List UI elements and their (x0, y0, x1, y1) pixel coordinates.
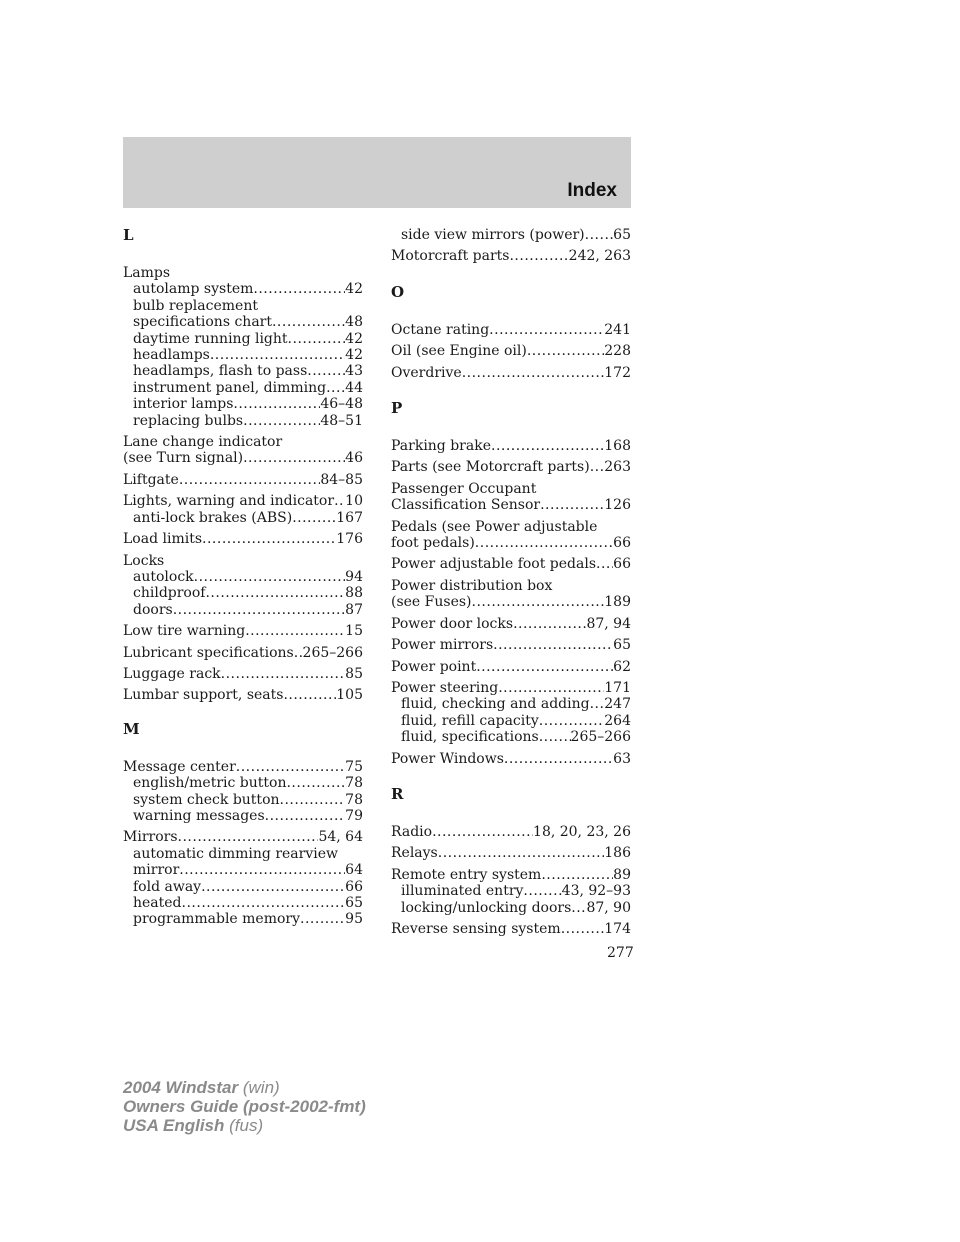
index-entry-line (123, 759, 363, 775)
index-subentry-line (123, 879, 363, 895)
entry-text: fold away (133, 878, 202, 895)
index-entry (391, 824, 631, 840)
index-entry (123, 645, 363, 661)
entry-page-ref: 79 (345, 807, 363, 824)
entry-page-ref: 87, 90 (586, 899, 631, 916)
index-column-left (123, 227, 363, 933)
section-gap (123, 709, 363, 721)
entry-page-ref: 126 (604, 497, 631, 514)
index-subentry-line (123, 396, 363, 412)
index-entry-line (391, 867, 631, 883)
entry-page-ref: 265–266 (570, 729, 631, 746)
entry-text: mirror (133, 862, 180, 879)
entry-page-ref: 63 (613, 750, 631, 767)
entry-page-ref: 65 (345, 895, 363, 911)
index-entry-line (391, 659, 631, 675)
index-subentry-line (123, 347, 363, 363)
entry-text: system check button (133, 791, 280, 808)
index-entry (123, 666, 363, 682)
dot-leader (475, 535, 613, 551)
dot-leader (283, 687, 336, 703)
index-entry (391, 751, 631, 767)
index-entry-line (391, 459, 631, 475)
dot-leader (179, 472, 321, 488)
entry-page-ref: 66 (345, 878, 363, 895)
index-entry-line (391, 438, 631, 454)
index-subentry-line (391, 883, 631, 899)
page-number: 277 (607, 945, 634, 961)
index-entry (391, 248, 631, 264)
index-subentry-line (123, 380, 363, 396)
entry-text: programmable memory (133, 911, 301, 928)
index-entry (391, 616, 631, 632)
index-entry-line (391, 824, 631, 840)
entry-text: Reverse sensing system (391, 920, 561, 937)
index-entry-line (123, 645, 363, 661)
dot-leader (571, 900, 586, 916)
index-entry-line (391, 519, 631, 535)
index-subentry-line (123, 569, 363, 585)
entry-page-ref: 167 (336, 509, 363, 526)
entry-page-ref: 228 (604, 343, 631, 360)
index-entry-line (391, 845, 631, 861)
section-gap (391, 386, 631, 398)
entry-text: Power adjustable foot pedals (391, 556, 597, 573)
index-entry (123, 472, 363, 488)
index-subentry-line (391, 696, 631, 712)
index-entry (391, 867, 631, 916)
dot-leader (265, 808, 346, 824)
entry-page-ref: 42 (345, 330, 363, 347)
index-entry-line (391, 578, 631, 594)
dot-leader (245, 623, 345, 639)
index-entry-line (391, 497, 631, 513)
index-entry-line (391, 751, 631, 767)
entry-page-ref: 189 (604, 594, 631, 611)
entry-page-ref: 172 (604, 364, 631, 381)
entry-text: headlamps, flash to pass (133, 363, 308, 380)
entry-text: autolock (133, 568, 194, 585)
dot-leader (541, 867, 613, 883)
entry-text: Low tire warning (123, 623, 246, 640)
entry-text: Oil (see Engine oil) (391, 343, 527, 360)
index-subentry-line (123, 808, 363, 824)
index-subentry-line (123, 602, 363, 618)
entry-text: fluid, specifications (401, 729, 539, 746)
index-entry-line (123, 687, 363, 703)
index-subentry-line (123, 281, 363, 297)
dot-leader (201, 879, 345, 895)
entry-text: english/metric button (133, 775, 287, 792)
entry-page-ref: 264 (604, 712, 631, 729)
entry-text: Pedals (see Power adjustable (391, 518, 598, 535)
index-subentry-line (123, 862, 363, 878)
index-entry-line (391, 322, 631, 338)
index-entry (391, 227, 631, 243)
index-entry-line (123, 553, 363, 569)
index-entry (123, 531, 363, 547)
dot-leader (253, 281, 345, 297)
entry-text: Message center (123, 758, 236, 775)
entry-page-ref: 65 (613, 637, 631, 654)
dot-leader (194, 569, 346, 585)
index-entry (391, 519, 631, 552)
page-title: Index (567, 180, 617, 201)
index-entry (123, 493, 363, 526)
entry-page-ref: 78 (345, 791, 363, 808)
index-entry (391, 637, 631, 653)
index-subentry-line (123, 363, 363, 379)
entry-page-ref: 43 (345, 363, 363, 380)
entry-text: Parts (see Motorcraft parts) (391, 459, 590, 476)
dot-leader (590, 459, 605, 475)
index-subentry-line (123, 413, 363, 429)
index-entry (123, 265, 363, 429)
index-entry (123, 759, 363, 825)
index-subentry-line (123, 314, 363, 330)
index-entry-line (123, 829, 363, 845)
entry-page-ref: 186 (604, 845, 631, 862)
index-entry (391, 459, 631, 475)
entry-text: Remote entry system (391, 866, 542, 883)
entry-page-ref: 46 (345, 450, 363, 467)
dot-leader (539, 713, 605, 729)
index-entry-line (391, 637, 631, 653)
entry-text: Luggage rack (123, 665, 221, 682)
index-subentry-line (391, 713, 631, 729)
dot-leader (489, 322, 604, 338)
entry-text: interior lamps (133, 396, 234, 413)
entry-text: fluid, checking and adding (401, 696, 590, 713)
dot-leader (527, 343, 604, 359)
section-letter: O (391, 282, 405, 301)
dot-leader (561, 921, 605, 937)
entry-text: Overdrive (391, 364, 462, 381)
entry-page-ref: 105 (336, 687, 363, 704)
index-subentry-line (391, 227, 631, 243)
dot-leader (596, 556, 613, 572)
entry-text: specifications chart (133, 314, 272, 331)
dot-leader (438, 845, 605, 861)
entry-page-ref: 168 (604, 438, 631, 455)
dot-leader (286, 775, 345, 791)
index-entry-line (123, 265, 363, 281)
entry-page-ref: 89 (613, 866, 631, 883)
entry-text: anti-lock brakes (ABS) (133, 509, 293, 526)
entry-page-ref: 174 (604, 920, 631, 937)
entry-text: Power door locks (391, 615, 514, 632)
index-entry (123, 623, 363, 639)
entry-text: heated (133, 895, 182, 911)
dot-leader (493, 637, 613, 653)
entry-page-ref: 171 (604, 679, 631, 696)
entry-text: doors (133, 601, 173, 618)
index-entry-line (391, 535, 631, 551)
entry-page-ref: 84–85 (320, 471, 363, 488)
entry-text: warning messages (133, 807, 265, 824)
section-letter: L (123, 226, 134, 244)
dot-leader (179, 862, 345, 878)
entry-page-ref: 87 (345, 601, 363, 618)
entry-text: Power distribution box (391, 577, 553, 594)
entry-page-ref: 75 (345, 758, 363, 775)
entry-page-ref: 87, 94 (586, 615, 631, 632)
entry-text: instrument panel, dimming (133, 379, 327, 396)
dot-leader (509, 248, 568, 264)
index-entry-line (391, 594, 631, 610)
entry-page-ref: 176 (336, 531, 363, 548)
dot-leader (334, 493, 345, 509)
index-entry (123, 553, 363, 619)
footer-line-2: Owners Guide (post-2002-fmt) (123, 1097, 366, 1116)
index-entry-line (391, 481, 631, 497)
entry-text: illuminated entry (401, 883, 524, 900)
index-entry-line (123, 531, 363, 547)
dot-leader (272, 314, 345, 330)
entry-page-ref: 64 (345, 862, 363, 879)
entry-text: fluid, refill capacity (401, 712, 539, 729)
dot-leader (590, 696, 605, 712)
dot-leader (539, 729, 571, 745)
entry-page-ref: 15 (345, 623, 363, 640)
dot-leader (221, 666, 346, 682)
entry-text: automatic dimming rearview (133, 845, 339, 862)
entry-page-ref: 65 (613, 227, 631, 243)
entry-text: autolamp system (133, 281, 254, 298)
entry-text: replacing bulbs (133, 412, 244, 429)
section-gap (391, 772, 631, 784)
entry-text: Parking brake (391, 438, 491, 455)
entry-page-ref: 242, 263 (568, 248, 631, 265)
entry-page-ref: 265–266 (302, 644, 363, 661)
entry-page-ref: 46–48 (320, 396, 363, 413)
entry-text: Power Windows (391, 750, 504, 767)
entry-text: bulb replacement (133, 297, 258, 314)
entry-page-ref: 44 (345, 379, 363, 396)
dot-leader (432, 824, 533, 840)
dot-leader (243, 450, 345, 466)
entry-page-ref: 247 (604, 696, 631, 713)
entry-page-ref: 88 (345, 585, 363, 602)
entry-text: Power mirrors (391, 637, 494, 654)
dot-leader (233, 396, 320, 412)
index-subentry-line (391, 729, 631, 745)
dot-leader (243, 413, 320, 429)
entry-text: Relays (391, 845, 438, 862)
index-entry (123, 434, 363, 467)
entry-page-ref: 48–51 (320, 412, 363, 429)
entry-text: Power steering (391, 679, 499, 696)
index-subentry-line (123, 911, 363, 927)
index-entry (391, 578, 631, 611)
entry-text: Liftgate (123, 471, 179, 488)
index-entry-line (391, 680, 631, 696)
footer-line-1: 2004 Windstar (win) (123, 1078, 280, 1097)
dot-leader (236, 759, 345, 775)
entry-page-ref: 263 (604, 459, 631, 476)
entry-page-ref: 66 (613, 535, 631, 552)
entry-text: (see Turn signal) (123, 450, 244, 467)
index-entry (391, 365, 631, 381)
dot-leader (307, 363, 345, 379)
dot-leader (523, 883, 561, 899)
dot-leader (462, 365, 605, 381)
index-entry-line (391, 343, 631, 359)
entry-page-ref: 42 (345, 281, 363, 298)
index-entry-line (391, 616, 631, 632)
index-subentry-line (123, 775, 363, 791)
entry-page-ref: 241 (604, 321, 631, 338)
dot-leader (513, 616, 586, 632)
dot-leader (178, 829, 319, 845)
entry-text: Mirrors (123, 829, 178, 846)
entry-text: Octane rating (391, 321, 490, 338)
entry-text: Classification Sensor (391, 497, 541, 514)
dot-leader (472, 594, 605, 610)
index-subentry-line (123, 298, 363, 314)
entry-text: Passenger Occupant (391, 480, 537, 497)
entry-text: Locks (123, 552, 165, 569)
entry-text: daytime running light (133, 330, 288, 347)
index-entry (391, 322, 631, 338)
dot-leader (491, 438, 604, 454)
entry-page-ref: 62 (613, 658, 631, 675)
entry-text: (see Fuses) (391, 594, 472, 611)
entry-text: Lane change indicator (123, 434, 283, 451)
index-entry (391, 680, 631, 746)
entry-text: Lumbar support, seats (123, 687, 284, 704)
entry-page-ref: 10 (345, 493, 363, 510)
index-entry (391, 438, 631, 454)
index-entry-line (391, 556, 631, 572)
index-entry-line (123, 434, 363, 450)
dot-leader (292, 510, 336, 526)
index-entry-line (123, 623, 363, 639)
index-subentry-line (123, 510, 363, 526)
entry-text: Load limits (123, 531, 203, 548)
index-entry (391, 921, 631, 937)
index-entry-line (391, 248, 631, 264)
entry-text: headlamps (133, 347, 210, 364)
index-entry (123, 829, 363, 927)
index-entry (391, 343, 631, 359)
index-entry (391, 556, 631, 572)
footer (123, 1078, 366, 1135)
index-entry-line (391, 921, 631, 937)
index-entry-line (123, 472, 363, 488)
section-letter: M (123, 719, 140, 738)
dot-leader (173, 602, 345, 618)
entry-page-ref: 85 (345, 665, 363, 682)
entry-page-ref: 94 (345, 568, 363, 585)
index-subentry-line (391, 900, 631, 916)
entry-page-ref: 54, 64 (318, 829, 363, 846)
index-entry-line (123, 450, 363, 466)
dot-leader (585, 227, 614, 243)
entry-page-ref: 78 (345, 775, 363, 792)
index-column-right (391, 227, 631, 942)
index-entry (391, 481, 631, 514)
section-gap (391, 270, 631, 282)
entry-text: childproof (133, 585, 206, 602)
index-subentry-line (123, 331, 363, 347)
entry-text: foot pedals) (391, 535, 475, 552)
entry-text: side view mirrors (power) (401, 227, 585, 243)
entry-page-ref: 43, 92–93 (561, 883, 631, 900)
dot-leader (326, 380, 345, 396)
entry-text: Power point (391, 658, 477, 675)
dot-leader (294, 645, 303, 661)
dot-leader (210, 347, 345, 363)
entry-text: Radio (391, 823, 433, 840)
index-subentry-line (123, 846, 363, 862)
entry-text: locking/unlocking doors (401, 899, 572, 916)
dot-leader (504, 751, 613, 767)
index-subentry-line (123, 895, 363, 911)
entry-page-ref: 66 (613, 556, 631, 573)
index-entry (123, 687, 363, 703)
index-entry-line (123, 666, 363, 682)
dot-leader (205, 585, 345, 601)
section-letter: P (391, 399, 403, 418)
entry-text: Lights, warning and indicator (123, 493, 335, 510)
entry-text: Lamps (123, 265, 171, 281)
footer-line-3: USA English (fus) (123, 1116, 264, 1135)
dot-leader (280, 792, 346, 808)
dot-leader (540, 497, 604, 513)
dot-leader (300, 911, 345, 927)
entry-text: Motorcraft parts (391, 248, 510, 265)
index-entry (391, 659, 631, 675)
entry-page-ref: 42 (345, 347, 363, 364)
index-entry-line (123, 493, 363, 509)
header-band (123, 137, 631, 208)
entry-page-ref: 18, 20, 23, 26 (533, 823, 631, 840)
index-subentry-line (123, 792, 363, 808)
dot-leader (498, 680, 604, 696)
index-entry (391, 845, 631, 861)
entry-page-ref: 95 (345, 911, 363, 928)
dot-leader (202, 531, 336, 547)
section-letter: R (391, 784, 404, 803)
entry-text: Lubricant specifications (123, 644, 294, 661)
dot-leader (182, 895, 346, 911)
index-entry-line (391, 365, 631, 381)
dot-leader (288, 331, 346, 347)
entry-page-ref: 48 (345, 314, 363, 331)
dot-leader (476, 659, 613, 675)
index-subentry-line (123, 585, 363, 601)
